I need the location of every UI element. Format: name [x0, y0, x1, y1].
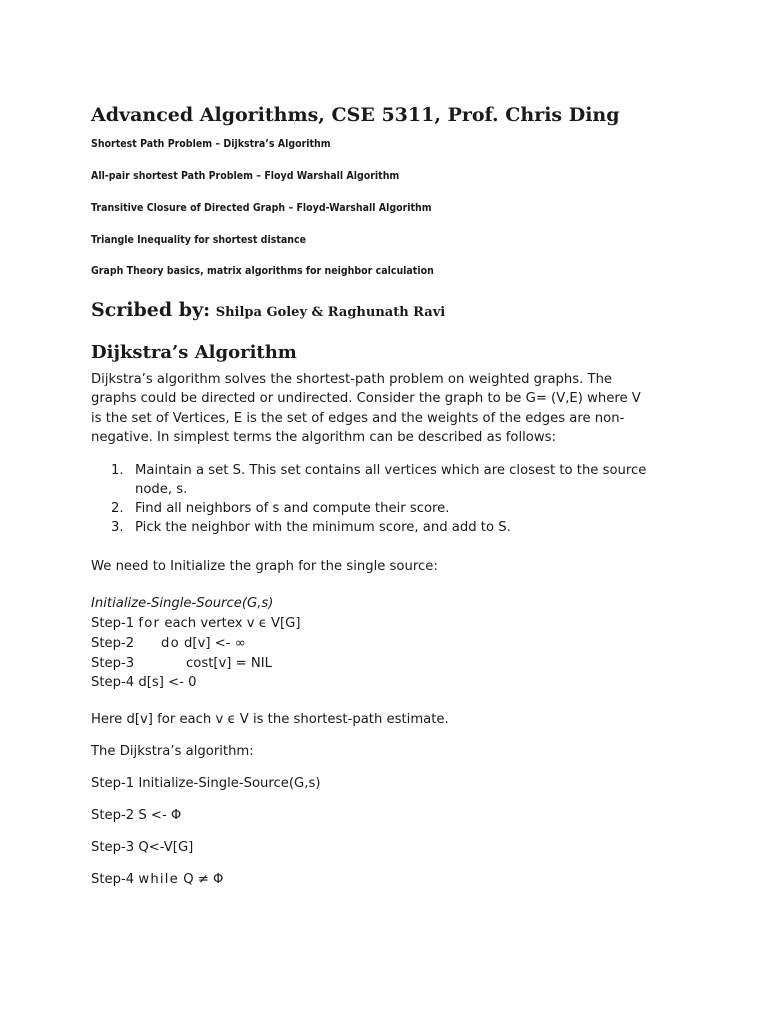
step-text: Q ≠ Φ [183, 872, 224, 887]
dijkstra-intro: The Dijkstra’s algorithm: [91, 744, 254, 759]
algo-step: Step-2 S <- Φ [91, 808, 182, 823]
step-label: Step-1 [91, 616, 135, 631]
algo-step: Step-1 Initialize-Single-Source(G,s) [91, 776, 321, 791]
list-item [91, 499, 691, 518]
section-heading: Dijkstra’s Algorithm [91, 342, 297, 363]
pseudocode-row: Step-4 d[s] <- 0 [91, 675, 197, 691]
scribed-by-line [91, 299, 445, 321]
intro-paragraph [91, 370, 691, 448]
topic-line: Shortest Path Problem – Dijkstra’s Algorithm [91, 137, 331, 150]
keyword: while [138, 872, 179, 887]
list-item [91, 461, 691, 499]
keyword: for [138, 616, 161, 631]
list-item-text: Find all neighbors of s and compute their score. [135, 501, 450, 516]
topic-line: Transitive Closure of Directed Graph – Floyd-Warshall Algorithm [91, 201, 432, 214]
topic-line: Graph Theory basics, matrix algorithms for neighbor calculation [91, 264, 434, 277]
scribed-label: Scribed by: [91, 299, 211, 321]
topic-line: Triangle Inequality for shortest distance [91, 233, 306, 246]
step-text: d[v] <- ∞ [184, 635, 246, 651]
steps-list [91, 461, 691, 537]
step-label: Step-3 [91, 655, 135, 671]
keyword: do [161, 635, 180, 651]
list-item [91, 518, 691, 537]
paragraph-line: negative. In simplest terms the algorithm can be described as follows: [91, 430, 556, 446]
algo-step [91, 871, 223, 889]
document-title: Advanced Algorithms, CSE 5311, Prof. Chris Ding [91, 104, 620, 126]
list-number: 3. [111, 520, 124, 535]
list-item-text: Maintain a set S. This set contains all vertices which are closest to the source [135, 463, 647, 478]
pseudocode-row [91, 614, 301, 634]
init-sentence: We need to Initialize the graph for the single source: [91, 559, 438, 574]
algo-step: Step-3 Q<-V[G] [91, 840, 194, 855]
pseudocode-row [91, 654, 301, 674]
init-pseudocode [91, 614, 301, 693]
list-number: 1. [111, 463, 124, 478]
paragraph-line: graphs could be directed or undirected. Consider the graph to be G= (V,E) where V [91, 391, 641, 407]
step-text: cost[v] = NIL [186, 655, 272, 671]
list-item-text: Pick the neighbor with the minimum score, and add to S. [135, 520, 511, 535]
list-number: 2. [111, 501, 124, 516]
step-text: each vertex v ϵ V[G] [164, 616, 301, 631]
list-item-text: node, s. [135, 482, 188, 497]
paragraph-line: is the set of Vertices, E is the set of edges and the weights of the edges are non- [91, 410, 625, 426]
step-label: Step-2 [91, 635, 135, 651]
paragraph-line: Dijkstra’s algorithm solves the shortest-path problem on weighted graphs. The [91, 372, 613, 387]
pseudocode-row [91, 634, 301, 654]
scribed-names: Shilpa Goley & Raghunath Ravi [215, 305, 446, 320]
init-procedure-name: Initialize-Single-Source(G,s) [91, 596, 274, 611]
topic-line: All-pair shortest Path Problem – Floyd Warshall Algorithm [91, 169, 400, 182]
step-label: Step-4 [91, 872, 135, 887]
estimate-sentence: Here d[v] for each v ϵ V is the shortest-path estimate. [91, 712, 449, 727]
